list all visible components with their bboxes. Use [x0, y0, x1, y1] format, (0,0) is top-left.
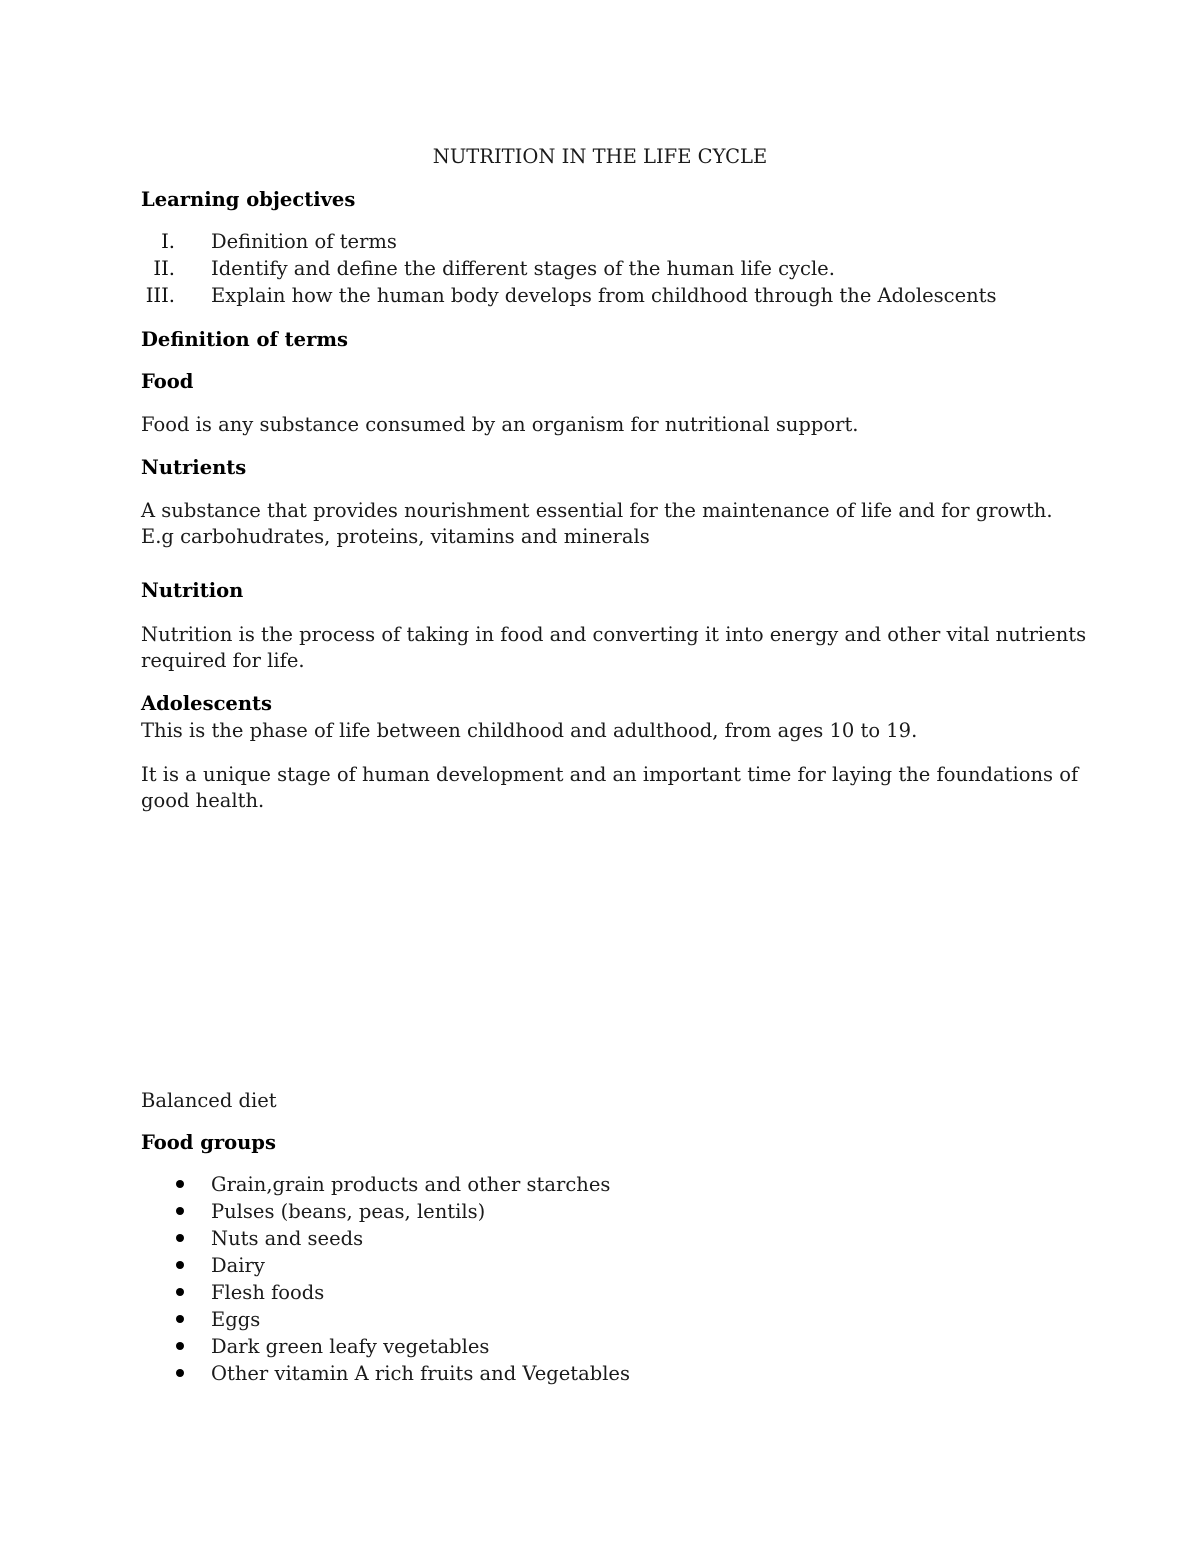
bullet-icon [176, 1342, 184, 1350]
bullet-icon [176, 1315, 184, 1323]
bullet-icon [176, 1180, 184, 1188]
list-item: Dark green leafy vegetables [211, 1335, 490, 1358]
list-item: Eggs [211, 1308, 261, 1331]
list-item: Grain,grain products and other starches [211, 1173, 611, 1196]
food-heading: Food [141, 370, 194, 393]
food-definition: Food is any substance consumed by an organism for nutritional support. [141, 413, 859, 436]
list-item: Explain how the human body develops from childhood through the Adolescents [211, 284, 997, 307]
list-number: III. [145, 284, 175, 307]
adolescents-definition-line3: good health. [141, 789, 265, 812]
nutrition-definition-line1: Nutrition is the process of taking in food and converting it into energy and other vital nutrients [141, 623, 1087, 646]
list-item: Identify and define the different stages of the human life cycle. [211, 257, 835, 280]
bullet-icon [176, 1234, 184, 1242]
objectives-heading: Learning objectives [141, 188, 356, 211]
definitions-heading: Definition of terms [141, 328, 348, 351]
bullet-icon [176, 1369, 184, 1377]
page-title: NUTRITION IN THE LIFE CYCLE [432, 145, 768, 168]
adolescents-definition-line1: This is the phase of life between childhood and adulthood, from ages 10 to 19. [141, 719, 918, 742]
bullet-icon [176, 1261, 184, 1269]
list-item: Other vitamin A rich fruits and Vegetables [211, 1362, 630, 1385]
list-item: Pulses (beans, peas, lentils) [211, 1200, 486, 1223]
list-item: Nuts and seeds [211, 1227, 364, 1250]
nutrients-definition-line1: A substance that provides nourishment essential for the maintenance of life and for growth. [141, 499, 1053, 522]
list-number: II. [153, 257, 175, 280]
nutrients-heading: Nutrients [141, 456, 247, 479]
adolescents-definition-line2: It is a unique stage of human development and an important time for laying the foundations of [141, 763, 1079, 786]
list-number: I. [161, 230, 175, 253]
balanced-diet-label: Balanced diet [141, 1089, 277, 1112]
bullet-icon [176, 1207, 184, 1215]
bullet-icon [176, 1288, 184, 1296]
list-item: Flesh foods [211, 1281, 325, 1304]
food-groups-heading: Food groups [141, 1131, 276, 1154]
adolescents-heading: Adolescents [141, 692, 273, 715]
nutrition-definition-line2: required for life. [141, 649, 305, 672]
list-item: Definition of terms [211, 230, 397, 253]
list-item: Dairy [211, 1254, 265, 1277]
nutrients-definition-line2: E.g carbohudrates, proteins, vitamins and minerals [141, 525, 650, 548]
nutrition-heading: Nutrition [141, 579, 244, 602]
